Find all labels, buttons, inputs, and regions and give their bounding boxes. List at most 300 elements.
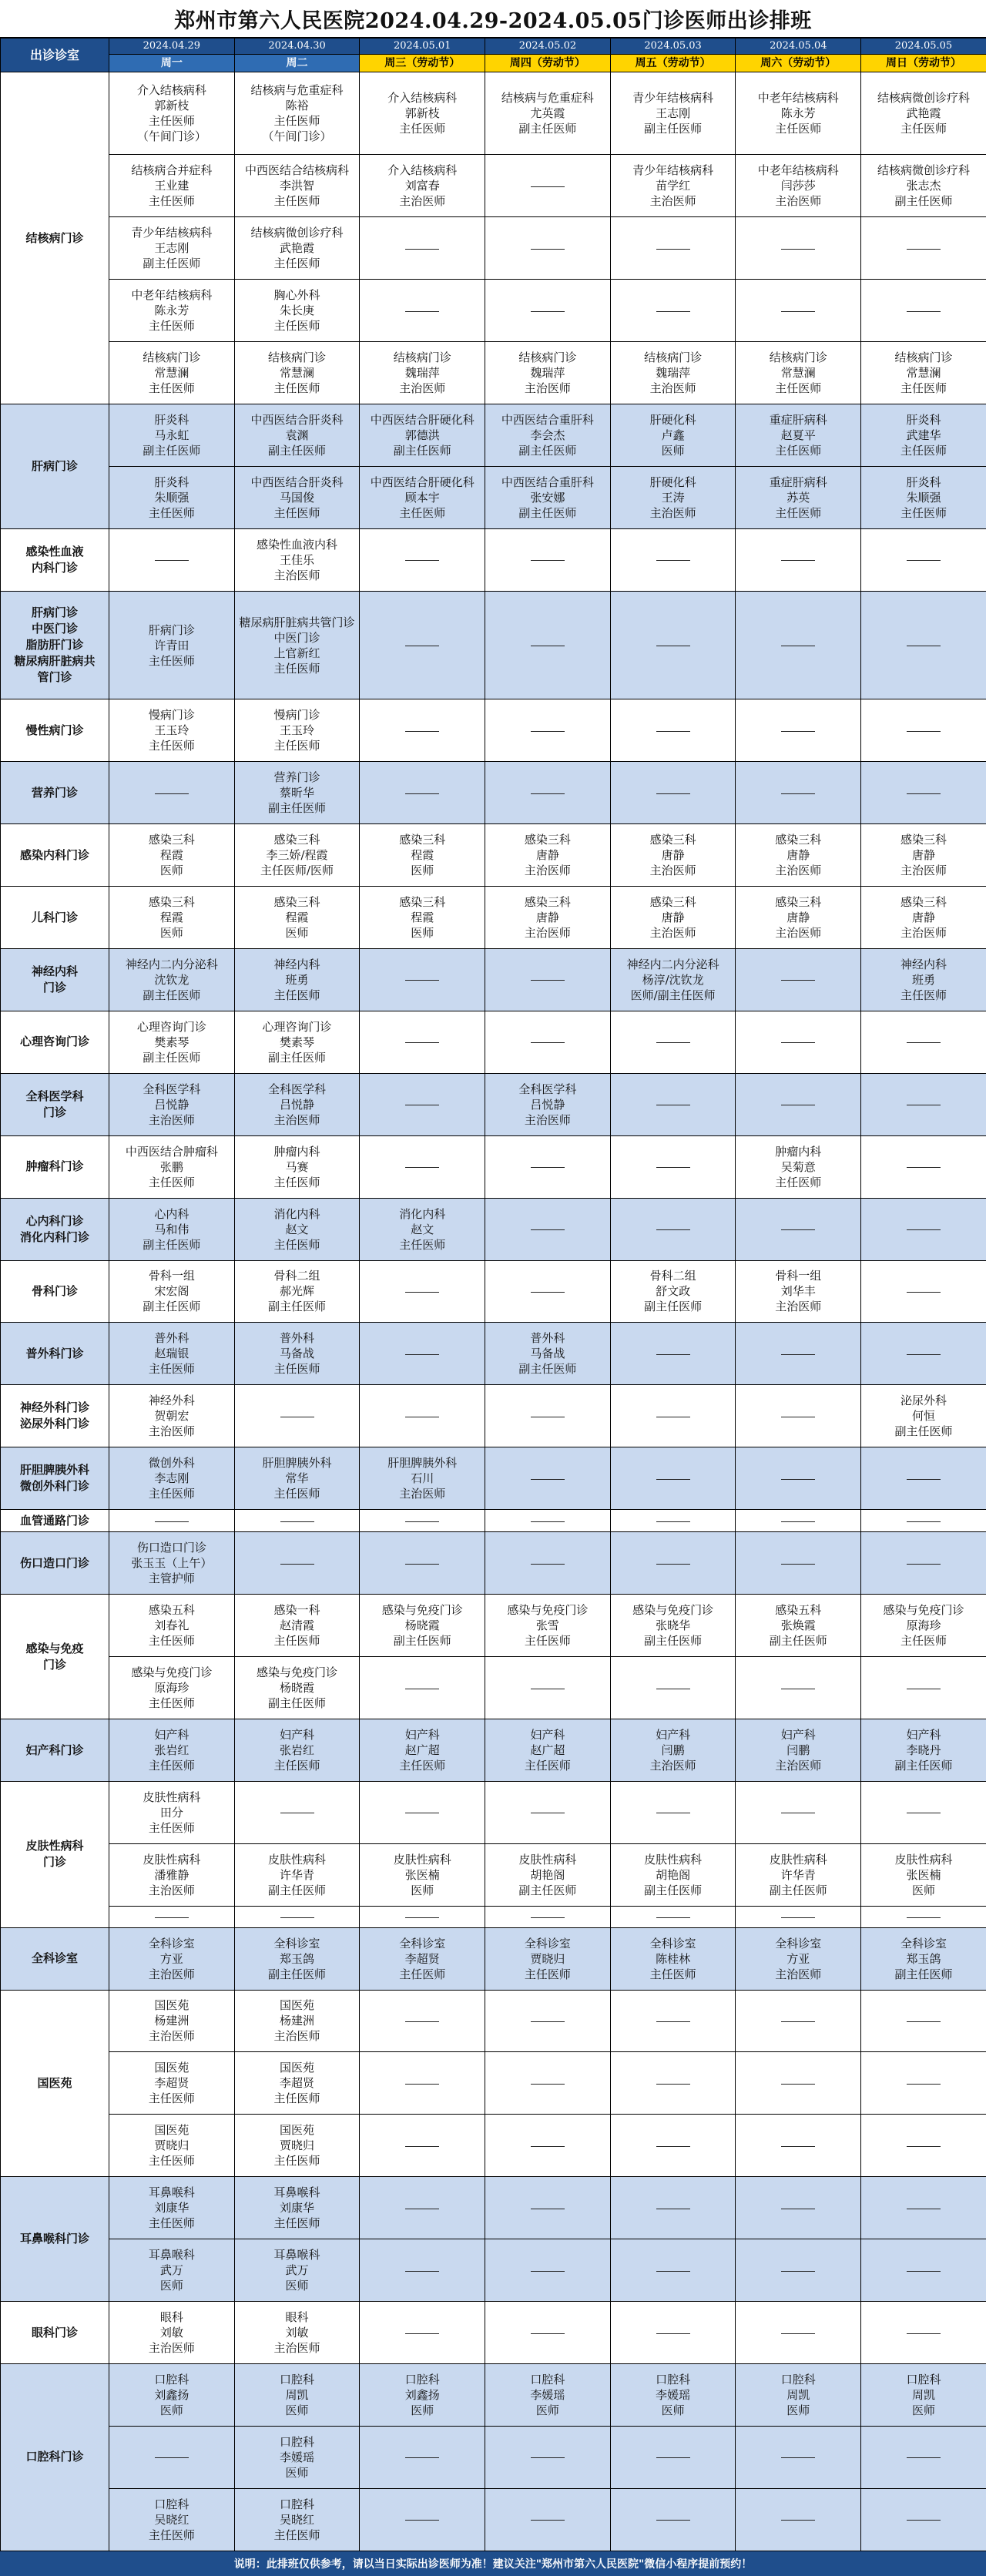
schedule-cell bbox=[109, 342, 235, 404]
doctor-info: 主任医师 bbox=[148, 114, 195, 129]
schedule-cell bbox=[736, 528, 861, 591]
department-name bbox=[1, 404, 109, 529]
clinic-name: 全科医学科 bbox=[268, 1082, 327, 1096]
doctor-info: 医师 bbox=[285, 926, 309, 941]
department-name bbox=[1, 1011, 109, 1073]
schedule-cell bbox=[109, 1011, 235, 1073]
clinic-name: 感染三科 bbox=[273, 895, 320, 910]
department-name-line: 内科门诊 bbox=[31, 560, 78, 575]
department-name-line: 中医门诊 bbox=[31, 622, 78, 636]
department-name-line: 妇产科门诊 bbox=[25, 1742, 84, 1757]
schedule-cell bbox=[736, 1781, 861, 1843]
schedule-cell bbox=[360, 155, 485, 217]
weekday-cell: 周日（劳动节） bbox=[861, 55, 986, 72]
no-clinic-dash bbox=[907, 1229, 941, 1230]
doctor-info: 贾晓归 bbox=[280, 2138, 315, 2153]
doctor-info: 副主任医师 bbox=[518, 122, 577, 136]
schedule-row bbox=[1, 1011, 986, 1073]
schedule-cell bbox=[736, 1135, 861, 1198]
doctor-info: 李超贤 bbox=[280, 2076, 315, 2091]
doctor-info: 主任医师 bbox=[148, 2091, 195, 2106]
schedule-cell bbox=[861, 466, 986, 528]
clinic-name: 介入结核病科 bbox=[136, 83, 206, 98]
doctor-info: 樊素琴 bbox=[280, 1035, 315, 1049]
schedule-cell bbox=[360, 1719, 485, 1782]
schedule-row bbox=[1, 949, 986, 1011]
clinic-name: 感染三科 bbox=[649, 833, 696, 847]
schedule-cell bbox=[610, 1843, 736, 1906]
schedule-cell bbox=[610, 1719, 736, 1782]
doctor-info: 主任医师 bbox=[148, 1820, 195, 1835]
doctor-info: 副主任医师 bbox=[894, 1424, 953, 1439]
no-clinic-dash bbox=[405, 2146, 439, 2147]
weekday-cell: 周六（劳动节） bbox=[736, 55, 861, 72]
doctor-info: 主任医师 bbox=[148, 1487, 195, 1501]
schedule-cell bbox=[360, 2426, 485, 2488]
department-name-line: 结核病门诊 bbox=[25, 230, 84, 245]
doctor-info: 张安娜 bbox=[530, 490, 565, 505]
doctor-info: 副主任医师 bbox=[143, 1050, 201, 1065]
schedule-cell bbox=[736, 72, 861, 155]
schedule-cell bbox=[360, 591, 485, 699]
no-clinic-dash bbox=[907, 560, 941, 561]
schedule-cell bbox=[610, 2115, 736, 2177]
doctor-info: 副主任医师 bbox=[268, 1883, 327, 1897]
no-clinic-dash bbox=[656, 2146, 690, 2147]
clinic-name: 国医苑 bbox=[280, 2123, 315, 2138]
no-clinic-dash bbox=[155, 1521, 189, 1522]
schedule-cell bbox=[610, 1447, 736, 1510]
doctor-info: 刘鑫扬 bbox=[154, 2387, 189, 2402]
clinic-name: 感染五科 bbox=[775, 1603, 822, 1618]
no-clinic-dash bbox=[781, 2271, 815, 2272]
schedule-row bbox=[1, 1781, 986, 1843]
schedule-cell bbox=[861, 280, 986, 342]
clinic-name: 感染性血液内科 bbox=[257, 537, 338, 552]
clinic-name: 肝硬化科 bbox=[649, 475, 696, 489]
clinic-name: 重症肝病科 bbox=[769, 475, 827, 489]
department-name bbox=[1, 591, 109, 699]
schedule-cell bbox=[109, 404, 235, 467]
schedule-cell bbox=[234, 72, 360, 155]
clinic-name: 神经外科 bbox=[148, 1394, 195, 1408]
schedule-cell bbox=[109, 762, 235, 824]
schedule-cell bbox=[109, 1906, 235, 1927]
schedule-body bbox=[1, 72, 986, 2551]
schedule-cell bbox=[109, 1843, 235, 1906]
department-name bbox=[1, 1198, 109, 1260]
no-clinic-dash bbox=[405, 2021, 439, 2022]
schedule-cell bbox=[610, 1990, 736, 2052]
schedule-cell bbox=[485, 1843, 611, 1906]
schedule-cell bbox=[360, 1510, 485, 1532]
doctor-info: 主任医师 bbox=[273, 114, 320, 129]
doctor-info: 武万 bbox=[159, 2263, 183, 2278]
schedule-cell bbox=[485, 1260, 611, 1323]
no-clinic-dash bbox=[405, 2271, 439, 2272]
schedule-cell bbox=[861, 2426, 986, 2488]
clinic-name: 感染三科 bbox=[775, 895, 822, 910]
schedule-row bbox=[1, 2177, 986, 2239]
doctor-info: 医师 bbox=[285, 2279, 309, 2293]
schedule-cell bbox=[360, 887, 485, 949]
doctor-info: 主任医师 bbox=[148, 2154, 195, 2168]
doctor-info: 副主任医师 bbox=[393, 444, 451, 458]
no-clinic-dash bbox=[656, 2084, 690, 2085]
doctor-info: 副主任医师 bbox=[769, 1634, 827, 1649]
schedule-cell bbox=[485, 2488, 611, 2551]
doctor-info: 医师/副主任医师 bbox=[630, 988, 716, 1002]
doctor-info: 李媛瑶 bbox=[530, 2387, 565, 2402]
doctor-info: 主任医师 bbox=[273, 1362, 320, 1377]
schedule-cell bbox=[360, 2115, 485, 2177]
doctor-info: 唐静 bbox=[661, 848, 685, 863]
doctor-info: 闫鹏 bbox=[786, 1743, 810, 1757]
clinic-name: 肝炎科 bbox=[906, 413, 941, 428]
schedule-cell bbox=[360, 280, 485, 342]
no-clinic-dash bbox=[531, 186, 565, 187]
doctor-info: 方亚 bbox=[786, 1951, 810, 1966]
no-clinic-dash bbox=[656, 1167, 690, 1168]
doctor-info: 沈钦龙 bbox=[154, 972, 189, 987]
no-clinic-dash bbox=[531, 793, 565, 794]
schedule-cell bbox=[234, 824, 360, 887]
schedule-cell bbox=[485, 528, 611, 591]
schedule-cell bbox=[485, 1532, 611, 1595]
doctor-info: 主治医师 bbox=[273, 2029, 320, 2044]
doctor-info: 主任医师 bbox=[273, 1487, 320, 1501]
schedule-cell bbox=[109, 72, 235, 155]
no-clinic-dash bbox=[656, 2333, 690, 2334]
clinic-name: 全科诊室 bbox=[649, 1936, 696, 1950]
doctor-info: 刘鑫扬 bbox=[404, 2387, 440, 2402]
clinic-name: 普外科 bbox=[530, 1331, 565, 1346]
doctor-info: 舒文政 bbox=[656, 1284, 691, 1299]
doctor-info: 朱长庚 bbox=[280, 304, 315, 318]
clinic-name: 感染三科 bbox=[399, 895, 446, 910]
doctor-info: 常慧澜 bbox=[280, 366, 315, 381]
clinic-name: 全科医学科 bbox=[518, 1082, 577, 1096]
schedule-cell bbox=[861, 2302, 986, 2364]
doctor-info: 常慧澜 bbox=[906, 366, 941, 381]
schedule-cell bbox=[234, 2363, 360, 2426]
doctor-info: 主任医师 bbox=[273, 661, 320, 676]
doctor-info: 副主任医师 bbox=[644, 1634, 703, 1649]
schedule-row bbox=[1, 2302, 986, 2364]
schedule-cell bbox=[360, 699, 485, 762]
doctor-info: 吕悦静 bbox=[280, 1097, 315, 1112]
schedule-cell bbox=[610, 466, 736, 528]
schedule-cell bbox=[360, 72, 485, 155]
doctor-info: 医师 bbox=[411, 2403, 434, 2417]
doctor-info: 陈桂林 bbox=[656, 1951, 691, 1966]
no-clinic-dash bbox=[781, 1042, 815, 1043]
clinic-name: 全科诊室 bbox=[148, 1936, 195, 1950]
doctor-info: 主治医师 bbox=[399, 1487, 446, 1501]
doctor-info: 赵清霞 bbox=[280, 1618, 315, 1633]
doctor-info: 李媛瑶 bbox=[656, 2387, 691, 2402]
clinic-name: 胸心外科 bbox=[273, 288, 320, 303]
doctor-info: 苗学红 bbox=[656, 179, 691, 193]
schedule-cell bbox=[610, 1011, 736, 1073]
clinic-name: 感染三科 bbox=[148, 833, 195, 847]
doctor-info: 主治医师 bbox=[148, 1112, 195, 1127]
schedule-cell bbox=[736, 591, 861, 699]
doctor-info: 主任医师 bbox=[148, 1175, 195, 1189]
schedule-cell bbox=[234, 2302, 360, 2364]
no-clinic-dash bbox=[781, 2084, 815, 2085]
doctor-info: 上官新红 bbox=[273, 646, 320, 660]
doctor-info: 唐静 bbox=[911, 848, 935, 863]
clinic-name: 口腔科 bbox=[154, 2372, 189, 2386]
no-clinic-dash bbox=[907, 311, 941, 312]
schedule-row bbox=[1, 2052, 986, 2115]
schedule-cell bbox=[360, 1927, 485, 1990]
doctor-info: 唐静 bbox=[911, 911, 935, 925]
department-name-line: 普外科门诊 bbox=[25, 1346, 84, 1360]
doctor-info: 主任医师 bbox=[148, 2216, 195, 2231]
schedule-row bbox=[1, 72, 986, 155]
clinic-name: 神经内科 bbox=[900, 957, 947, 971]
doctor-info: 常华 bbox=[285, 1471, 309, 1486]
doctor-info: 医师 bbox=[411, 1883, 434, 1897]
clinic-name: 微创外科 bbox=[148, 1456, 195, 1471]
no-clinic-dash bbox=[781, 2457, 815, 2458]
schedule-cell bbox=[234, 342, 360, 404]
doctor-info: 闫莎莎 bbox=[780, 179, 816, 193]
schedule-cell bbox=[610, 1198, 736, 1260]
schedule-cell bbox=[109, 2363, 235, 2426]
department-name bbox=[1, 762, 109, 824]
clinic-name: 消化内科 bbox=[399, 1206, 446, 1221]
schedule-row bbox=[1, 1927, 986, 1990]
doctor-info: 贺朝宏 bbox=[154, 1409, 189, 1424]
schedule-cell bbox=[610, 887, 736, 949]
doctor-info: 医师 bbox=[661, 444, 685, 458]
department-name-line: 泌尿外科门诊 bbox=[19, 1417, 89, 1431]
no-clinic-dash bbox=[531, 249, 565, 250]
doctor-info: 卢鑫 bbox=[661, 428, 685, 443]
schedule-row bbox=[1, 824, 986, 887]
schedule-row bbox=[1, 1323, 986, 1385]
doctor-info: 张志杰 bbox=[906, 179, 941, 193]
doctor-info: 张岩红 bbox=[154, 1743, 189, 1757]
clinic-name: 青少年结核病科 bbox=[632, 163, 714, 178]
clinic-name: 口腔科 bbox=[280, 2497, 315, 2511]
schedule-cell bbox=[485, 1990, 611, 2052]
department-name-line: 肝病门诊 bbox=[31, 605, 78, 620]
clinic-name: 感染与免疫门诊 bbox=[257, 1665, 338, 1680]
schedule-cell bbox=[109, 1447, 235, 1510]
clinic-name: 感染三科 bbox=[775, 833, 822, 847]
doctor-info: 副主任医师 bbox=[518, 1362, 577, 1377]
schedule-cell bbox=[234, 1510, 360, 1532]
no-clinic-dash bbox=[781, 1917, 815, 1918]
doctor-info: 李媛瑶 bbox=[280, 2450, 315, 2464]
schedule-cell bbox=[861, 1510, 986, 1532]
schedule-row bbox=[1, 2426, 986, 2488]
clinic-name: 伤口造口门诊 bbox=[136, 1541, 206, 1555]
no-clinic-dash bbox=[531, 980, 565, 981]
clinic-name: 消化内科 bbox=[273, 1206, 320, 1221]
no-clinic-dash bbox=[907, 1042, 941, 1043]
schedule-cell bbox=[109, 1323, 235, 1385]
schedule-cell bbox=[736, 2302, 861, 2364]
doctor-info: 马备战 bbox=[530, 1347, 565, 1361]
doctor-info: 主任医师 bbox=[273, 988, 320, 1002]
schedule-cell bbox=[360, 1135, 485, 1198]
schedule-row bbox=[1, 1532, 986, 1595]
doctor-info: 吴晓红 bbox=[154, 2512, 189, 2527]
doctor-info: 副主任医师 bbox=[518, 505, 577, 520]
doctor-info: 副主任医师 bbox=[268, 444, 327, 458]
doctor-info: 主任医师 bbox=[273, 381, 320, 396]
doctor-info: 武艳霞 bbox=[280, 241, 315, 256]
schedule-cell bbox=[610, 2239, 736, 2302]
department-name bbox=[1, 1073, 109, 1135]
department-name-line: 儿科门诊 bbox=[31, 910, 78, 924]
schedule-cell bbox=[736, 1906, 861, 1927]
clinic-name: 感染与免疫门诊 bbox=[883, 1603, 964, 1618]
department-name bbox=[1, 2177, 109, 2302]
doctor-info: 张鹏 bbox=[159, 1159, 183, 1174]
header-corner: 出诊诊室 bbox=[1, 39, 109, 72]
schedule-cell bbox=[861, 528, 986, 591]
doctor-info: 唐静 bbox=[786, 911, 810, 925]
clinic-name: 口腔科 bbox=[280, 2434, 315, 2449]
clinic-name: 感染三科 bbox=[273, 833, 320, 847]
schedule-cell bbox=[861, 2488, 986, 2551]
schedule-cell bbox=[234, 887, 360, 949]
schedule-cell bbox=[610, 2363, 736, 2426]
doctor-info: 主治医师 bbox=[273, 1112, 320, 1127]
doctor-info: 主任医师 bbox=[399, 1237, 446, 1252]
doctor-info: 医师 bbox=[535, 2403, 559, 2417]
department-name bbox=[1, 2302, 109, 2364]
schedule-row bbox=[1, 528, 986, 591]
schedule-cell bbox=[234, 1906, 360, 1927]
clinic-name: 中西医结合结核病科 bbox=[245, 163, 350, 178]
schedule-cell bbox=[234, 1011, 360, 1073]
clinic-name: 口腔科 bbox=[404, 2372, 440, 2386]
doctor-info: 陈永芳 bbox=[780, 106, 816, 121]
department-name-line: 口腔科门诊 bbox=[25, 2450, 84, 2464]
clinic-name: 结核病微创诊疗科 bbox=[877, 91, 970, 106]
clinic-name: 慢病门诊 bbox=[273, 708, 320, 723]
schedule-cell bbox=[109, 2488, 235, 2551]
doctor-info: 主任医师 bbox=[775, 444, 822, 458]
schedule-cell bbox=[234, 280, 360, 342]
doctor-info: 主治医师 bbox=[524, 926, 571, 941]
schedule-cell bbox=[610, 2488, 736, 2551]
doctor-info: 杨建洲 bbox=[154, 2014, 189, 2028]
schedule-row bbox=[1, 280, 986, 342]
schedule-table-container bbox=[0, 38, 986, 2551]
clinic-name: 眼科 bbox=[285, 2310, 309, 2324]
clinic-name: 骨科二组 bbox=[273, 1269, 320, 1283]
clinic-name: 肝炎科 bbox=[154, 413, 189, 428]
schedule-cell bbox=[234, 1595, 360, 1657]
department-name-line: 国医苑 bbox=[37, 2075, 72, 2090]
doctor-info: 副主任医师 bbox=[393, 1634, 451, 1649]
schedule-cell bbox=[610, 342, 736, 404]
clinic-name: 全科医学科 bbox=[143, 1082, 201, 1096]
doctor-info: 医师 bbox=[911, 1883, 935, 1897]
department-name-line: 肝胆脾胰外科 bbox=[19, 1463, 89, 1478]
clinic-name: 心理咨询门诊 bbox=[136, 1019, 206, 1034]
schedule-cell bbox=[109, 528, 235, 591]
doctor-info: 主任医师 bbox=[148, 1634, 195, 1649]
clinic-name: 口腔科 bbox=[656, 2372, 691, 2386]
clinic-name: 慢病门诊 bbox=[148, 708, 195, 723]
schedule-cell bbox=[736, 2115, 861, 2177]
clinic-name: 感染三科 bbox=[524, 833, 571, 847]
doctor-info: 主治医师 bbox=[399, 381, 446, 396]
schedule-cell bbox=[736, 280, 861, 342]
doctor-info: 赵瑞银 bbox=[154, 1347, 189, 1361]
schedule-row bbox=[1, 1073, 986, 1135]
department-name bbox=[1, 824, 109, 887]
schedule-row bbox=[1, 1135, 986, 1198]
schedule-cell bbox=[485, 762, 611, 824]
clinic-name: 心内科 bbox=[154, 1206, 189, 1221]
schedule-row bbox=[1, 1260, 986, 1323]
doctor-info: 医师 bbox=[411, 864, 434, 878]
doctor-info: 主治医师 bbox=[148, 2341, 195, 2355]
schedule-cell bbox=[109, 2302, 235, 2364]
clinic-name: 感染三科 bbox=[399, 833, 446, 847]
doctor-info: 杨淳/沈钦龙 bbox=[642, 972, 704, 987]
no-clinic-dash bbox=[280, 1564, 314, 1565]
schedule-cell bbox=[109, 699, 235, 762]
department-name-line: 感染与免疫 bbox=[25, 1641, 84, 1655]
schedule-cell bbox=[234, 1719, 360, 1782]
doctor-info: 主任医师 bbox=[148, 2527, 195, 2542]
doctor-info: 主任医师 bbox=[273, 319, 320, 334]
department-name-line: 门诊 bbox=[42, 980, 66, 995]
schedule-cell bbox=[485, 2115, 611, 2177]
doctor-info: 主治医师 bbox=[649, 194, 696, 209]
doctor-info: 主任医师 bbox=[900, 122, 947, 136]
schedule-cell bbox=[234, 1323, 360, 1385]
no-clinic-dash bbox=[781, 980, 815, 981]
schedule-cell bbox=[234, 1843, 360, 1906]
clinic-name: 妇产科 bbox=[404, 1728, 440, 1742]
schedule-cell bbox=[109, 1198, 235, 1260]
schedule-cell bbox=[610, 1532, 736, 1595]
no-clinic-dash bbox=[531, 1042, 565, 1043]
schedule-cell bbox=[861, 699, 986, 762]
clinic-name: 感染五科 bbox=[148, 1603, 195, 1618]
no-clinic-dash bbox=[781, 1229, 815, 1230]
schedule-cell bbox=[360, 762, 485, 824]
no-clinic-dash bbox=[907, 1564, 941, 1565]
schedule-cell bbox=[360, 1781, 485, 1843]
doctor-info: 主治医师 bbox=[775, 864, 822, 878]
no-clinic-dash bbox=[405, 311, 439, 312]
department-name bbox=[1, 887, 109, 949]
clinic-name: 皮肤性病科 bbox=[644, 1852, 703, 1867]
doctor-info: 主任医师 bbox=[273, 1237, 320, 1252]
clinic-name: 中西医结合重肝科 bbox=[501, 413, 594, 428]
schedule-cell bbox=[485, 1198, 611, 1260]
clinic-name: 妇产科 bbox=[280, 1728, 315, 1742]
doctor-info: 贾晓归 bbox=[154, 2138, 189, 2153]
doctor-info: 主任医师 bbox=[148, 319, 195, 334]
doctor-info: 主治医师 bbox=[148, 1883, 195, 1897]
clinic-name: 国医苑 bbox=[154, 1998, 189, 2013]
doctor-info: 主任医师 bbox=[148, 505, 195, 520]
